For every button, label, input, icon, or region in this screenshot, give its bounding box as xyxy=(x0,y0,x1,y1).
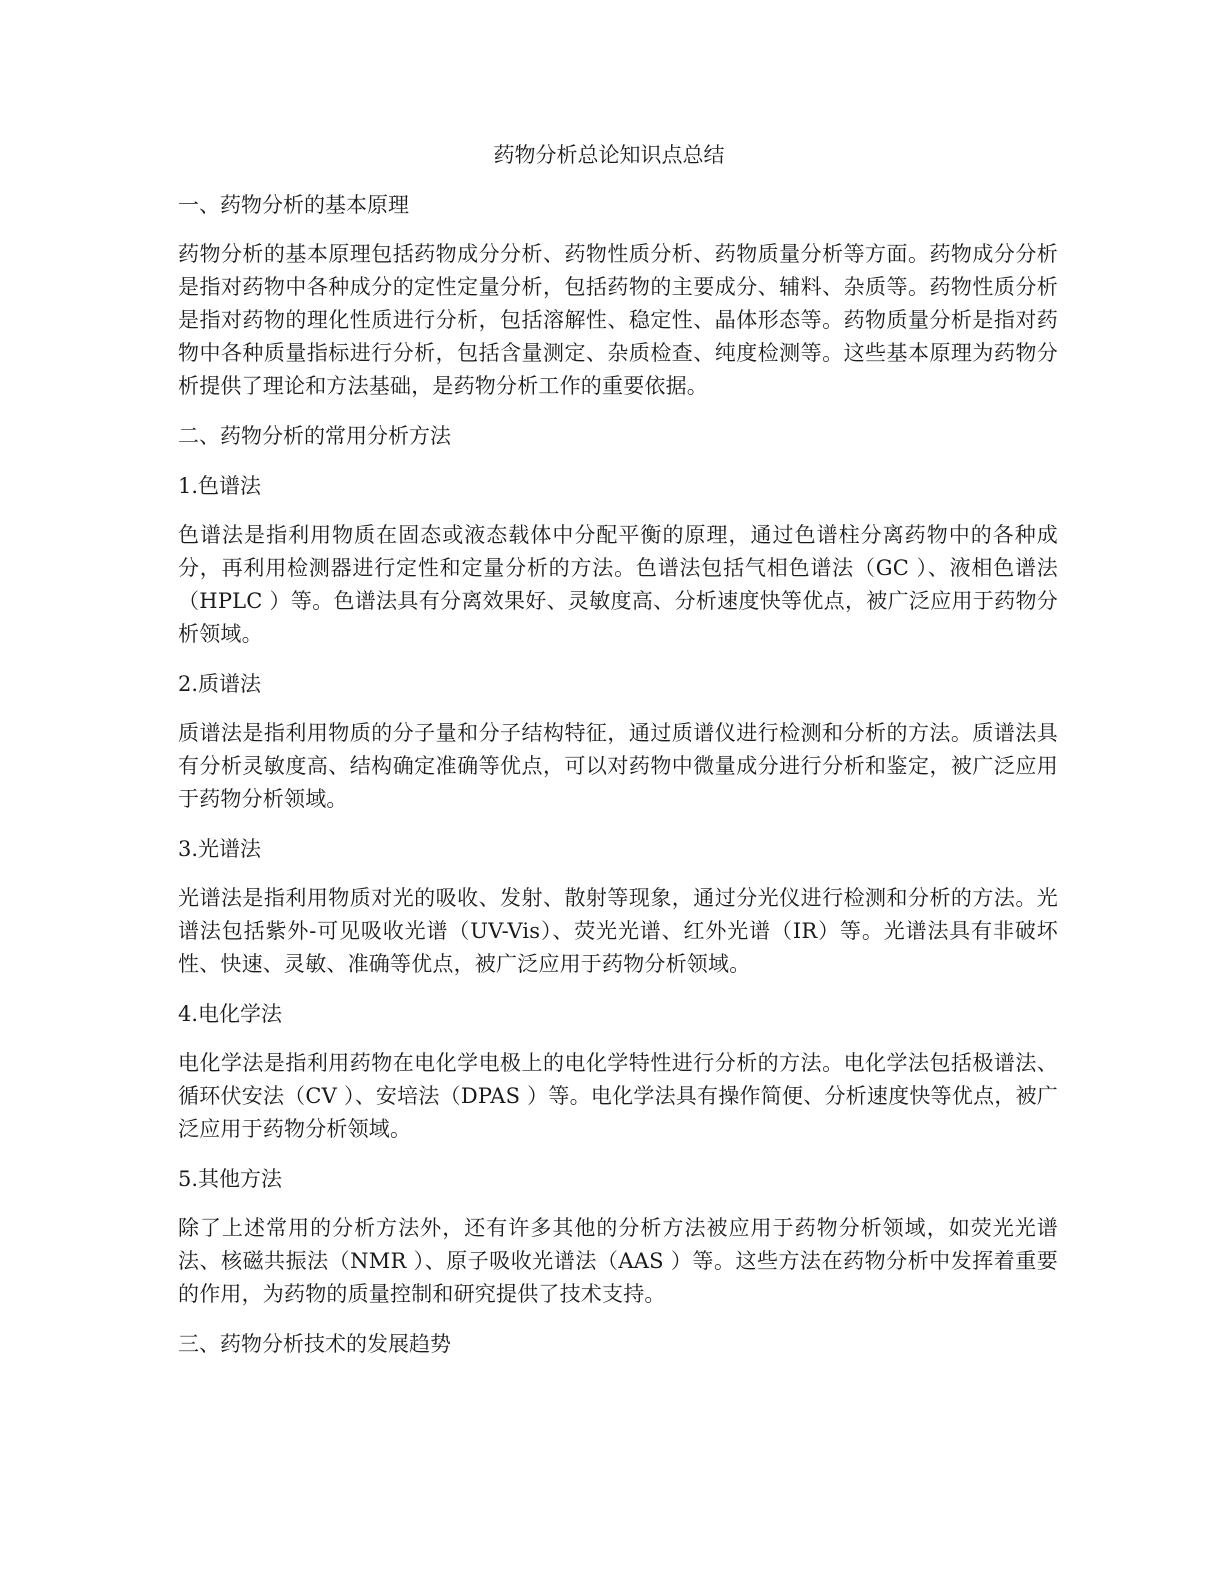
paragraph-chromatography: 色谱法是指利用物质在固态或液态载体中分配平衡的原理，通过色谱柱分离药物中的各种成分，再利用检测器进行定性和定量分析的方法。色谱法包括气相色谱法（GC ）、液相色谱法（HPLC ）等。色谱法具有分离效果好、灵敏度高、分析速度快等优点，被广泛应用于药物分析领域。 xyxy=(178,523,1058,646)
subsection-heading-other-methods: 5.其他方法 xyxy=(178,1167,283,1191)
paragraph-spectroscopy: 光谱法是指利用物质对光的吸收、发射、散射等现象，通过分光仪进行检测和分析的方法。光谱法包括紫外-可见吸收光谱（UV-Vis）、荧光光谱、红外光谱（IR）等。光谱法具有非破坏性、快速、灵敏、准确等优点，被广泛应用于药物分析领域。 xyxy=(178,886,1058,976)
subsection-heading-spectroscopy: 3.光谱法 xyxy=(178,837,262,861)
subsection-heading-electrochemistry: 4.电化学法 xyxy=(178,1002,283,1026)
document-page xyxy=(178,138,1058,1377)
paragraph-other-methods: 除了上述常用的分析方法外，还有许多其他的分析方法被应用于药物分析领域，如荧光光谱法、核磁共振法（NMR ）、原子吸收光谱法（AAS ）等。这些方法在药物分析中发挥着重要的作用，为药物的质量控制和研究提供了技术支持。 xyxy=(178,1216,1058,1306)
paragraph-electrochemistry: 电化学法是指利用药物在电化学电极上的电化学特性进行分析的方法。电化学法包括极谱法、循环伏安法（CV ）、安培法（DPAS ）等。电化学法具有操作简便、分析速度快等优点，被广泛应用于药物分析领域。 xyxy=(178,1051,1058,1141)
section-heading-principles: 一、药物分析的基本原理 xyxy=(178,193,409,217)
section-heading-methods: 二、药物分析的常用分析方法 xyxy=(178,424,451,448)
subsection-heading-chromatography: 1.色谱法 xyxy=(178,474,262,498)
section-heading-trends: 三、药物分析技术的发展趋势 xyxy=(178,1332,451,1356)
subsection-heading-mass-spectrometry: 2.质谱法 xyxy=(178,672,262,696)
paragraph-mass-spectrometry: 质谱法是指利用物质的分子量和分子结构特征，通过质谱仪进行检测和分析的方法。质谱法具有分析灵敏度高、结构确定准确等优点，可以对药物中微量成分进行分析和鉴定，被广泛应用于药物分析领域。 xyxy=(178,721,1058,811)
document-title: 药物分析总论知识点总结 xyxy=(493,143,725,167)
paragraph-principles: 药物分析的基本原理包括药物成分分析、药物性质分析、药物质量分析等方面。药物成分分析是指对药物中各种成分的定性定量分析，包括药物的主要成分、辅料、杂质等。药物性质分析是指对药物的理化性质进行分析，包括溶解性、稳定性、晶体形态等。药物质量分析是指对药物中各种质量指标进行分析，包括含量测定、杂质检查、纯度检测等。这些基本原理为药物分析提供了理论和方法基础，是药物分析工作的重要依据。 xyxy=(178,242,1058,398)
